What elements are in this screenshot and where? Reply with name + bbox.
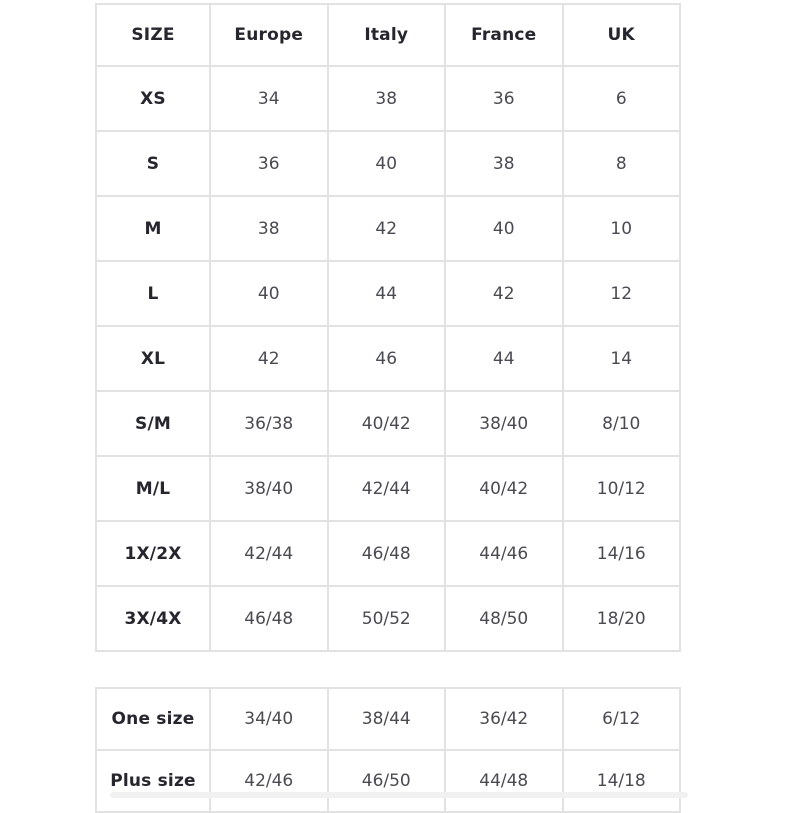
size-cell: 38 <box>328 66 446 131</box>
size-cell: 46 <box>328 326 446 391</box>
size-cell: 36 <box>210 131 328 196</box>
size-cell: 38/44 <box>328 688 446 750</box>
size-cell: 8/10 <box>563 391 681 456</box>
row-label: 1X/2X <box>96 521 210 586</box>
column-header: SIZE <box>96 4 210 66</box>
size-cell: 6/12 <box>563 688 681 750</box>
size-cell: 46/50 <box>328 750 446 812</box>
size-cell: 34/40 <box>210 688 328 750</box>
table-row <box>96 456 680 521</box>
size-cell: 44/48 <box>445 750 563 812</box>
size-conversion-table-body <box>96 66 680 651</box>
row-label: S/M <box>96 391 210 456</box>
size-cell: 38/40 <box>445 391 563 456</box>
table-row <box>96 66 680 131</box>
size-cell: 50/52 <box>328 586 446 651</box>
size-cell: 38 <box>210 196 328 261</box>
size-cell: 40 <box>445 196 563 261</box>
row-label: One size <box>96 688 210 750</box>
table-row <box>96 688 680 750</box>
size-cell: 42/46 <box>210 750 328 812</box>
size-cell: 40 <box>328 131 446 196</box>
table-row <box>96 521 680 586</box>
table-row <box>96 131 680 196</box>
size-cell: 44 <box>328 261 446 326</box>
size-cell: 14 <box>563 326 681 391</box>
size-cell: 46/48 <box>210 586 328 651</box>
size-cell: 36 <box>445 66 563 131</box>
header-row <box>96 4 680 66</box>
table-row <box>96 326 680 391</box>
row-label: S <box>96 131 210 196</box>
size-cell: 14/18 <box>563 750 681 812</box>
size-cell: 38 <box>445 131 563 196</box>
size-cell: 40/42 <box>328 391 446 456</box>
size-cell: 36/42 <box>445 688 563 750</box>
size-cell: 6 <box>563 66 681 131</box>
table-row <box>96 391 680 456</box>
table-row <box>96 261 680 326</box>
column-header: France <box>445 4 563 66</box>
row-label: L <box>96 261 210 326</box>
size-cell: 42 <box>445 261 563 326</box>
size-cell: 44 <box>445 326 563 391</box>
size-cell: 46/48 <box>328 521 446 586</box>
size-cell: 42 <box>328 196 446 261</box>
size-cell: 10/12 <box>563 456 681 521</box>
column-header: Europe <box>210 4 328 66</box>
size-cell: 42/44 <box>328 456 446 521</box>
size-conversion-table <box>95 3 681 652</box>
size-cell: 38/40 <box>210 456 328 521</box>
size-cell: 48/50 <box>445 586 563 651</box>
size-cell: 42 <box>210 326 328 391</box>
row-label: M <box>96 196 210 261</box>
table-row <box>96 750 680 812</box>
size-cell: 12 <box>563 261 681 326</box>
row-label: M/L <box>96 456 210 521</box>
row-label: XS <box>96 66 210 131</box>
size-cell: 44/46 <box>445 521 563 586</box>
row-label: Plus size <box>96 750 210 812</box>
table-row <box>96 586 680 651</box>
size-cell: 10 <box>563 196 681 261</box>
size-cell: 8 <box>563 131 681 196</box>
size-conversion-table-header <box>96 4 680 66</box>
size-cell: 42/44 <box>210 521 328 586</box>
row-label: 3X/4X <box>96 586 210 651</box>
size-cell: 34 <box>210 66 328 131</box>
size-chart <box>95 3 681 813</box>
table-row <box>96 196 680 261</box>
size-cell: 40 <box>210 261 328 326</box>
column-header: Italy <box>328 4 446 66</box>
size-cell: 36/38 <box>210 391 328 456</box>
column-header: UK <box>563 4 681 66</box>
horizontal-scrollbar[interactable] <box>110 792 688 798</box>
size-cell: 40/42 <box>445 456 563 521</box>
row-label: XL <box>96 326 210 391</box>
size-cell: 18/20 <box>563 586 681 651</box>
size-cell: 14/16 <box>563 521 681 586</box>
